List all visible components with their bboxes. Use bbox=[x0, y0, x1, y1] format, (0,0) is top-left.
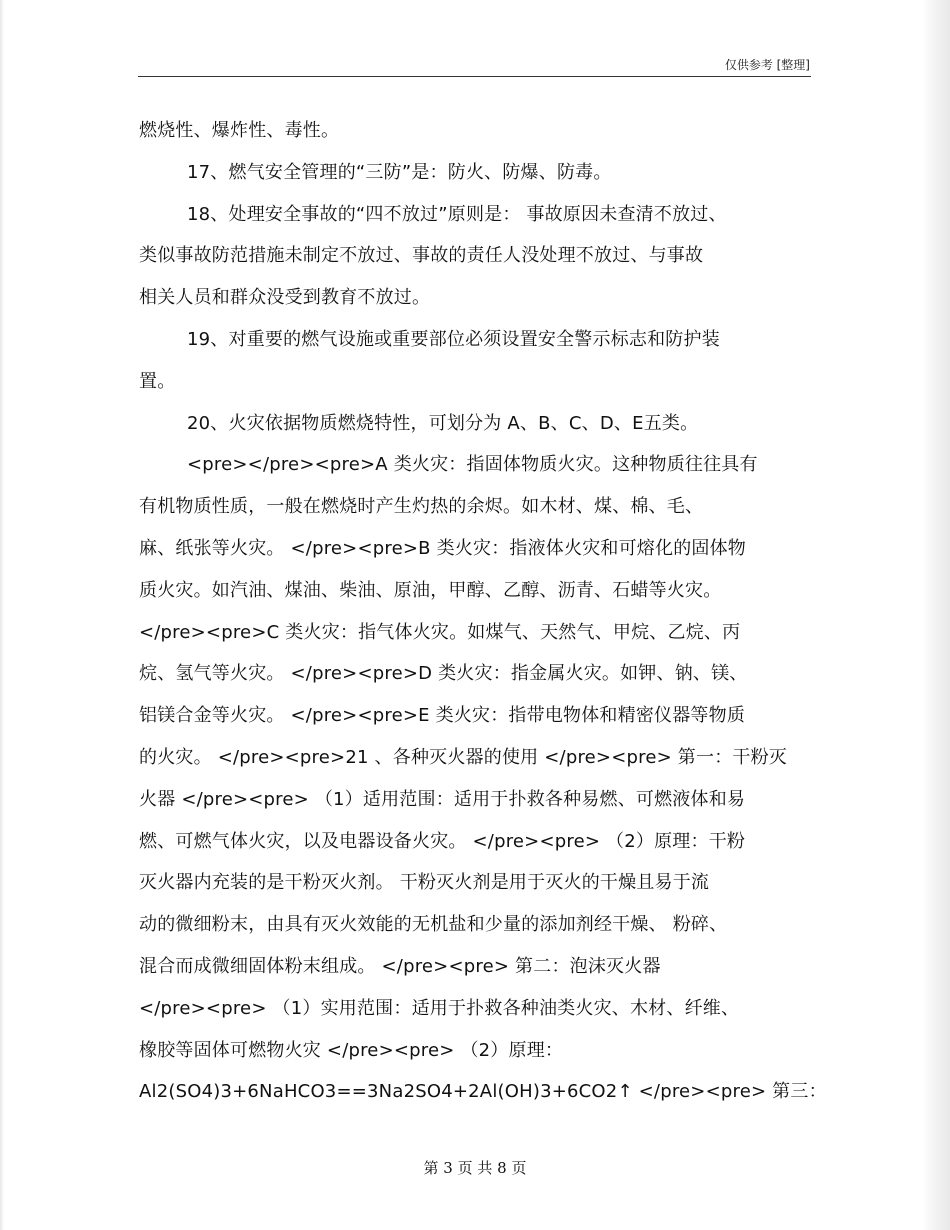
header-rule bbox=[138, 76, 811, 77]
text-line: 麻、纸张等火灾。 </pre><pre>B 类火灾：指液体火灾和可熔化的固体物 bbox=[139, 537, 746, 559]
text-line: 橡胶等固体可燃物火灾 </pre><pre> （2）原理： bbox=[139, 1039, 564, 1061]
text-line: <pre></pre><pre>A 类火灾：指固体物质火灾。这种物质往往具有 bbox=[187, 454, 758, 476]
text-line: Al2(SO4)3+6NaHCO3==3Na2SO4+2Al(OH)3+6CO2↑ </pre><pre> 第三： bbox=[139, 1081, 827, 1103]
text-line: 相关人员和群众没受到教育不放过。 bbox=[139, 287, 431, 309]
page-left-edge bbox=[0, 0, 4, 1230]
text-line: 19、对重要的燃气设施或重要部位必须设置安全警示标志和防护装 bbox=[187, 328, 720, 350]
text-line: 烷、氢气等火灾。 </pre><pre>D 类火灾：指金属火灾。如钾、钠、镁、 bbox=[139, 663, 748, 685]
page-number-footer: 第 3 页 共 8 页 bbox=[423, 1159, 527, 1177]
text-line: 动的微细粉末，由具有灭火效能的无机盐和少量的添加剂经干燥、 粉碎、 bbox=[139, 914, 728, 936]
text-line: 类似事故防范措施未制定不放过、事故的责任人没处理不放过、与事故 bbox=[139, 245, 704, 267]
text-line: 火器 </pre><pre> （1）适用范围：适用于扑救各种易燃、可燃液体和易 bbox=[139, 788, 746, 810]
text-line: 质火灾。如汽油、煤油、柴油、原油，甲醇、乙醇、沥青、石蜡等火灾。 bbox=[139, 579, 722, 601]
text-line: 燃、可燃气体火灾，以及电器设备火灾。 </pre><pre> （2）原理：干粉 bbox=[139, 830, 746, 852]
text-line: 燃烧性、爆炸性、毒性。 bbox=[139, 120, 340, 141]
text-line: 18、处理安全事故的“四不放过”原则是： 事故原因未查清不放过、 bbox=[187, 203, 727, 225]
text-line: 有机物质性质，一般在燃烧时产生灼热的余烬。如木材、煤、棉、毛、 bbox=[139, 496, 704, 518]
text-line: 灭火器内充装的是干粉灭火剂。 干粉灭火剂是用于灭火的干燥且易于流 bbox=[139, 872, 710, 894]
page-right-edge bbox=[922, 0, 950, 1230]
text-line: 20、火灾依据物质燃烧特性，可划分为 A、B、C、D、E五类。 bbox=[187, 412, 699, 434]
text-line: 的火灾。 </pre><pre>21 、各种灭火器的使用 </pre><pre> 第一：干粉灭 bbox=[139, 746, 787, 768]
text-line: 铝镁合金等火灾。 </pre><pre>E 类火灾：指带电物体和精密仪器等物质 bbox=[139, 705, 746, 727]
text-line: </pre><pre> （1）实用范围：适用于扑救各种油类火灾、木材、纤维、 bbox=[139, 997, 740, 1019]
text-line: 17、燃气安全管理的“三防”是：防火、防爆、防毒。 bbox=[187, 161, 612, 183]
text-line: 置。 bbox=[139, 370, 176, 392]
header-note: 仅供参考 [整理] bbox=[724, 58, 810, 72]
body-text bbox=[139, 110, 827, 1113]
text-line: 混合而成微细固体粉末组成。 </pre><pre> 第二：泡沫灭火器 bbox=[139, 955, 661, 977]
text-line: </pre><pre>C 类火灾：指气体火灾。如煤气、天然气、甲烷、乙烷、丙 bbox=[139, 621, 741, 643]
